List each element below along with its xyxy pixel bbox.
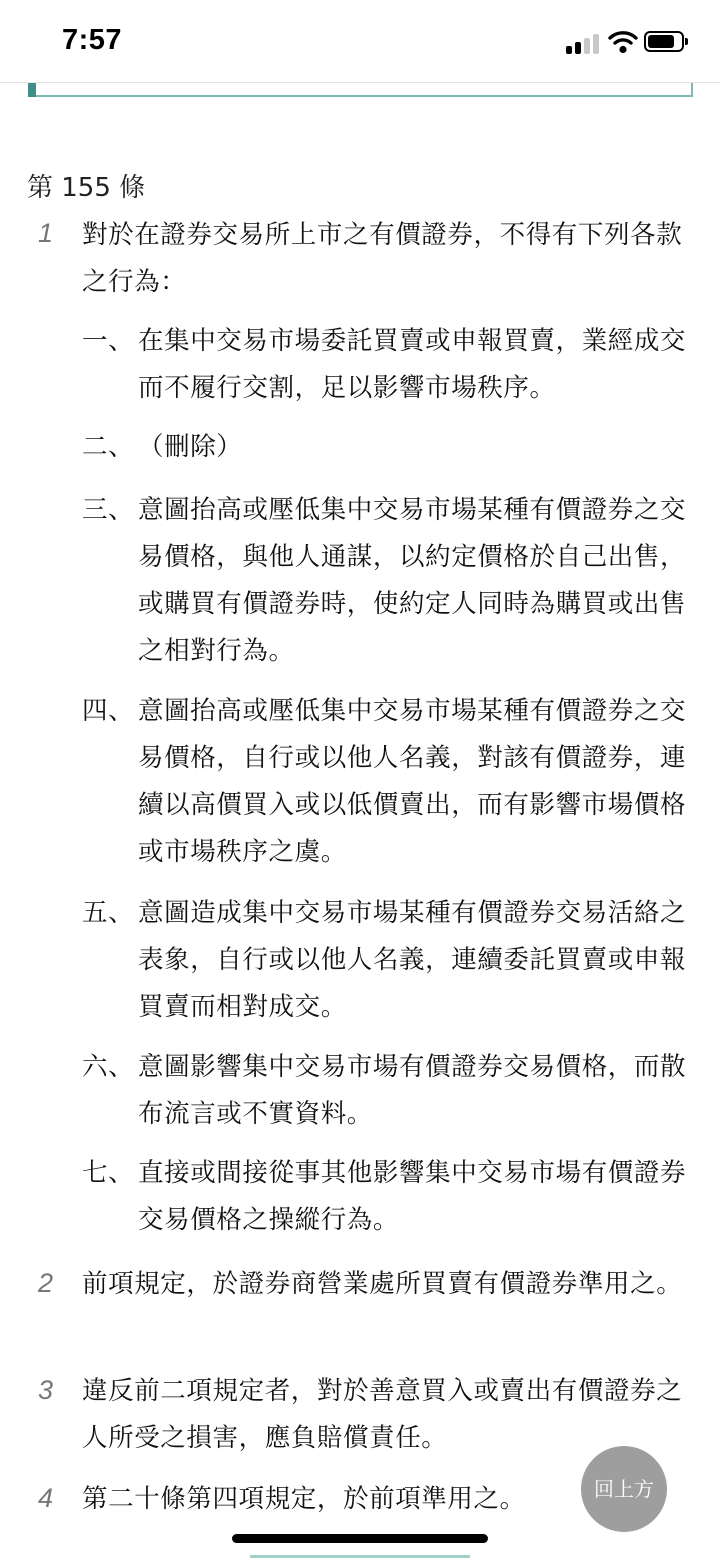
list-item xyxy=(82,1044,697,1138)
paragraph-number: 3 xyxy=(38,1375,54,1405)
list-item xyxy=(82,318,697,412)
item-text: 意圖抬高或壓低集中交易市場某種有價證券之交易價格，與他人通謀，以約定價格於自己出售，或購買有價證券時，使約定人同時為購買或出售之相對行為。 xyxy=(138,495,687,666)
battery-icon xyxy=(644,31,684,52)
paragraph-text: 對於在證券交易所上市之有價證券，不得有下列各款之行為： xyxy=(82,220,683,297)
item-mark: 七、 xyxy=(82,1158,135,1188)
status-time: 7:57 xyxy=(62,24,123,56)
item-text: 直接或間接從事其他影響集中交易市場有價證券交易價格之操縱行為。 xyxy=(138,1158,687,1235)
list-item xyxy=(82,487,697,675)
home-indicator[interactable] xyxy=(232,1534,488,1543)
paragraph-number: 1 xyxy=(38,218,54,248)
article-title: 第 155 條 xyxy=(27,173,146,203)
item-mark: 四、 xyxy=(82,696,135,726)
item-text: （刪除） xyxy=(138,432,243,462)
item-mark: 五、 xyxy=(82,898,135,928)
item-mark: 三、 xyxy=(82,495,135,525)
wifi-icon xyxy=(608,30,638,54)
list-item xyxy=(82,424,697,471)
status-bar xyxy=(0,0,720,83)
item-text: 意圖抬高或壓低集中交易市場某種有價證券之交易價格，自行或以他人名義，對該有價證券，連續以高價買入或以低價賣出，而有影響市場價格或市場秩序之虞。 xyxy=(138,696,687,867)
previous-article-box xyxy=(28,83,693,97)
item-mark: 二、 xyxy=(82,432,135,462)
item-text: 意圖造成集中交易市場某種有價證券交易活絡之表象，自行或以他人名義，連續委託買賣或申報買賣而相對成交。 xyxy=(138,898,687,1022)
paragraph-number: 2 xyxy=(38,1268,54,1298)
paragraph-text: 第二十條第四項規定，於前項準用之。 xyxy=(82,1484,526,1514)
item-text: 意圖影響集中交易市場有價證券交易價格，而散布流言或不實資料。 xyxy=(138,1052,687,1129)
item-text: 在集中交易市場委託買賣或申報買賣，業經成交而不履行交割，足以影響市場秩序。 xyxy=(138,326,687,403)
list-item xyxy=(82,890,697,1031)
back-to-top-button[interactable]: 回上方 xyxy=(581,1446,667,1532)
paragraph-text: 違反前二項規定者，對於善意買入或賣出有價證券之人所受之損害，應負賠償責任。 xyxy=(82,1376,683,1453)
cellular-signal-icon xyxy=(566,32,602,54)
list-item xyxy=(82,1150,697,1244)
paragraph-text: 前項規定，於證券商營業處所買賣有價證券準用之。 xyxy=(82,1269,683,1299)
item-mark: 六、 xyxy=(82,1052,135,1082)
list-item xyxy=(82,688,697,876)
item-mark: 一、 xyxy=(82,326,135,356)
paragraph-number: 4 xyxy=(38,1483,54,1513)
